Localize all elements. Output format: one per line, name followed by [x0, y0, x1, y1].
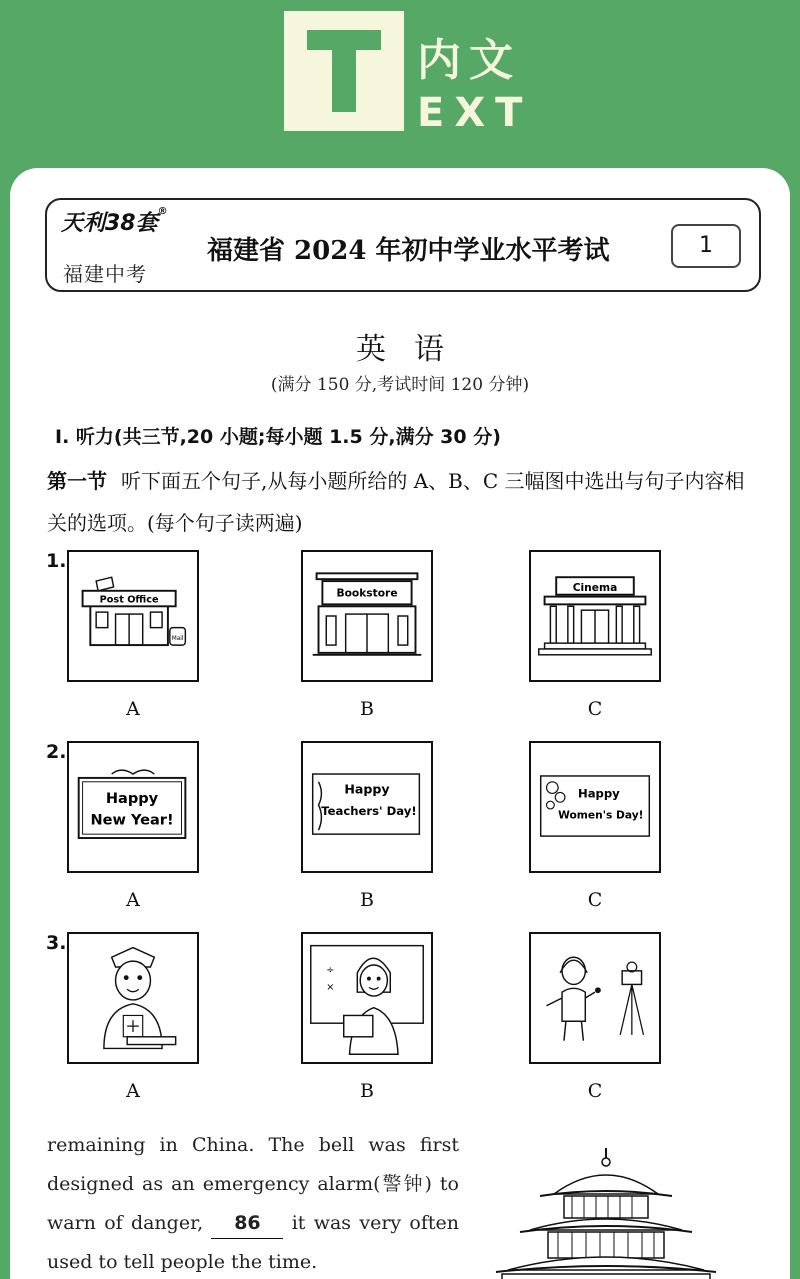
- option-letter: B: [360, 698, 374, 720]
- option-letter: B: [360, 889, 374, 911]
- option-picture-bookstore[interactable]: [301, 550, 433, 682]
- question-number: 1.: [46, 550, 67, 572]
- svg-text:New Year!: New Year!: [90, 812, 174, 829]
- svg-text:Women's Day!: Women's Day!: [558, 808, 644, 822]
- question-number: 3.: [46, 932, 67, 954]
- svg-text:Post Office: Post Office: [99, 594, 159, 606]
- teacher-icon: [303, 934, 431, 1062]
- option-picture-new-year-card[interactable]: [67, 741, 199, 873]
- subject-title: 英语: [356, 332, 472, 367]
- option-letter: C: [587, 698, 603, 720]
- svg-text:×: ×: [326, 982, 335, 994]
- brand-logo: 天利38套®: [61, 206, 168, 236]
- svg-text:Happy: Happy: [105, 791, 159, 808]
- womens-day-card-icon: [531, 743, 659, 871]
- teachers-day-card-icon: [303, 743, 431, 871]
- option-letter: C: [587, 1080, 603, 1102]
- svg-text:Bookstore: Bookstore: [336, 586, 398, 600]
- new-year-card-icon: [69, 743, 197, 871]
- option-letter: A: [126, 889, 140, 911]
- answer-blank[interactable]: 86: [211, 1208, 283, 1239]
- bookstore-icon: [303, 552, 431, 680]
- exam-header: [45, 198, 761, 292]
- instruction-text: 听下面五个句子,从每小题所给的 A、B、C 三幅图中选出与句子内容相关的选项。(每个句子读两遍): [47, 469, 745, 535]
- svg-text:Teachers' Day!: Teachers' Day!: [321, 803, 417, 818]
- option-picture-reporter[interactable]: [529, 932, 661, 1064]
- option-picture-womens-day-card[interactable]: [529, 741, 661, 873]
- score-note: (满分 150 分,考试时间 120 分钟): [270, 375, 530, 395]
- svg-text:Happy: Happy: [577, 786, 620, 801]
- passage-text-after: it was very often used to tell people the time.: [47, 1212, 460, 1273]
- svg-text:Happy: Happy: [344, 781, 390, 797]
- t-logo-icon: [284, 11, 404, 131]
- svg-text:Cinema: Cinema: [572, 580, 618, 594]
- banner-en-label: EXT: [417, 90, 533, 136]
- svg-text:÷: ÷: [326, 964, 335, 976]
- reporter-icon: [531, 934, 659, 1062]
- banner-cn-label: 内文: [417, 35, 521, 86]
- option-letter: A: [126, 1080, 140, 1102]
- exam-number-badge: 1: [671, 224, 741, 268]
- bell-tower-illustration: [480, 1146, 752, 1279]
- svg-text:Mail: Mail: [171, 636, 184, 643]
- section-title: I. 听力(共三节,20 小题;每小题 1.5 分,满分 30 分): [55, 426, 501, 448]
- option-letter: A: [126, 698, 140, 720]
- exam-title: 福建省 2024 年初中学业水平考试: [207, 236, 610, 266]
- option-picture-post-office[interactable]: [67, 550, 199, 682]
- exam-paper: [10, 168, 790, 1279]
- region-label: 福建中考: [63, 262, 147, 286]
- post-office-icon: [69, 552, 197, 680]
- option-picture-teachers-day-card[interactable]: [301, 741, 433, 873]
- option-letter: C: [587, 889, 603, 911]
- option-picture-nurse[interactable]: [67, 932, 199, 1064]
- reading-passage: [47, 1126, 459, 1279]
- top-banner: [0, 0, 800, 170]
- option-letter: B: [360, 1080, 374, 1102]
- option-picture-teacher[interactable]: [301, 932, 433, 1064]
- cinema-icon: [531, 552, 659, 680]
- nurse-icon: [69, 934, 197, 1062]
- passage-text-before: remaining in China. The bell was first designed as an emergency alarm(警钟) to warn of danger,: [47, 1134, 459, 1234]
- instruction-lead: 第一节: [47, 469, 107, 493]
- instructions: [47, 460, 763, 544]
- question-number: 2.: [46, 741, 67, 763]
- option-picture-cinema[interactable]: [529, 550, 661, 682]
